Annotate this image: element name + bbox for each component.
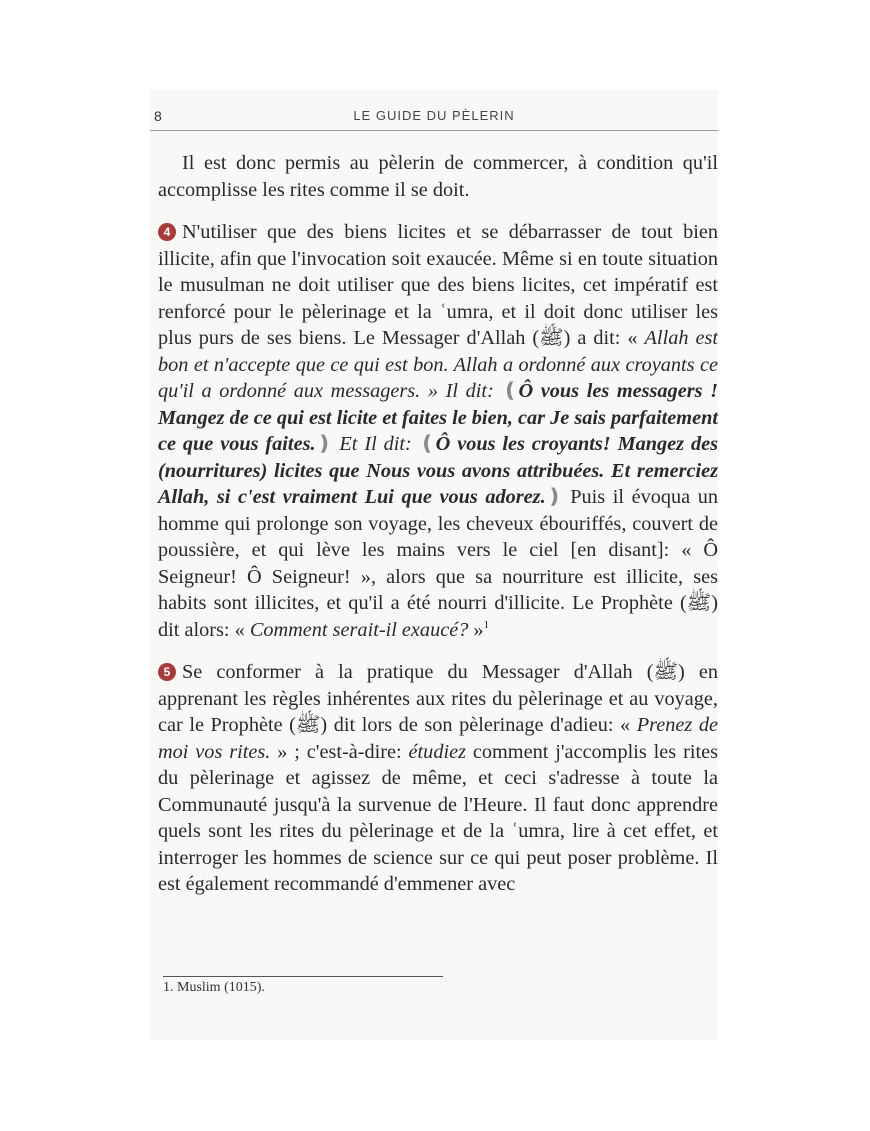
- hadith-quote: Et Il dit:: [332, 433, 419, 455]
- text-segment: » ; c'est-à-dire:: [270, 740, 409, 763]
- item-number-badge: 4: [158, 223, 176, 241]
- paragraph-intro: Il est donc permis au pèlerin de commercer, à condition qu'il accomplisse les rites comme il se doit.: [158, 152, 718, 201]
- text-segment: Puis il évoqua un homme qui prolonge son voyage, les cheveux ébouriffés, couvert de poussière, et qui lève les mains vers le ciel [en disant]: « Ô Seigneur! Ô Seigneur! », alors que sa nourriture est illicite, ses habits sont illicites, et qu'il a été nourri d'illicite. Le Prophète (ﷺ) dit alors: «: [158, 486, 718, 641]
- paragraph-4: [158, 219, 718, 643]
- footnote: 1. Muslim (1015).: [163, 980, 265, 995]
- footnote-reference: 1: [483, 618, 490, 631]
- footnote-divider: [163, 976, 443, 977]
- text-segment: N'utiliser que des biens licites et se débarrasser de tout bien illicite, afin que l'invocation soit exaucée. Même si en toute situation le musulman ne doit utiliser que des biens licites, cet impératif est renforcé pour le pèlerinage et la ʿumra, et il doit donc utiliser les plus purs de ses biens. Le Messager d'Allah (ﷺ) a dit: «: [158, 221, 718, 349]
- emphasis: étudiez: [408, 740, 466, 763]
- hadith-quote: Allah est bon et n'accepte que ce qui est bon. Allah a ordonné aux croyants ce qu'il a ordonné aux messagers. » Il dit:: [158, 327, 719, 402]
- body-text: [158, 150, 718, 914]
- quran-verse: Ô vous les croyants! Mangez des (nourritures) licites que Nous vous avons attribuées. Et remerciez Allah, si c'est vraiment Lui que vous adorez.: [158, 433, 718, 508]
- verse-bracket-close: ❫: [315, 433, 333, 455]
- text-segment: comment j'accomplis les rites du pèlerinage et agissez de même, et ceci s'adresse à toute la Communauté jusqu'à la survenue de l'Heure. Il faut donc apprendre quels sont les rites du pèlerinage et de la ʿumra, lire à cet effet, et interroger les hommes de science sur ce qui peut poser problème. Il est également recommandé d'emmener avec: [158, 740, 718, 895]
- paragraph-5: [158, 659, 718, 898]
- verse-bracket-open: ❪: [501, 380, 519, 402]
- hadith-quote: Prenez de moi vos rites.: [158, 714, 718, 763]
- page-header: [150, 104, 718, 131]
- quran-verse: Ô vous les messagers ! Mangez de ce qui est licite et faites le bien, car Je sais parfaitement ce que vous faites.: [158, 380, 718, 455]
- verse-bracket-open: ❪: [418, 433, 436, 455]
- page-number: 8: [154, 108, 162, 124]
- running-title: LE GUIDE DU PÈLERIN: [353, 108, 515, 123]
- verse-bracket-close: ❫: [545, 486, 563, 508]
- text-segment: »: [468, 618, 484, 641]
- item-number-badge: 5: [158, 663, 176, 681]
- text-segment: Se conformer à la pratique du Messager d'Allah (ﷺ) en apprenant les règles inhérentes aux rites du pèlerinage et au voyage, car le Prophète (ﷺ) dit lors de son pèlerinage d'adieu: «: [158, 661, 719, 736]
- hadith-quote: Comment serait-il exaucé?: [249, 618, 469, 641]
